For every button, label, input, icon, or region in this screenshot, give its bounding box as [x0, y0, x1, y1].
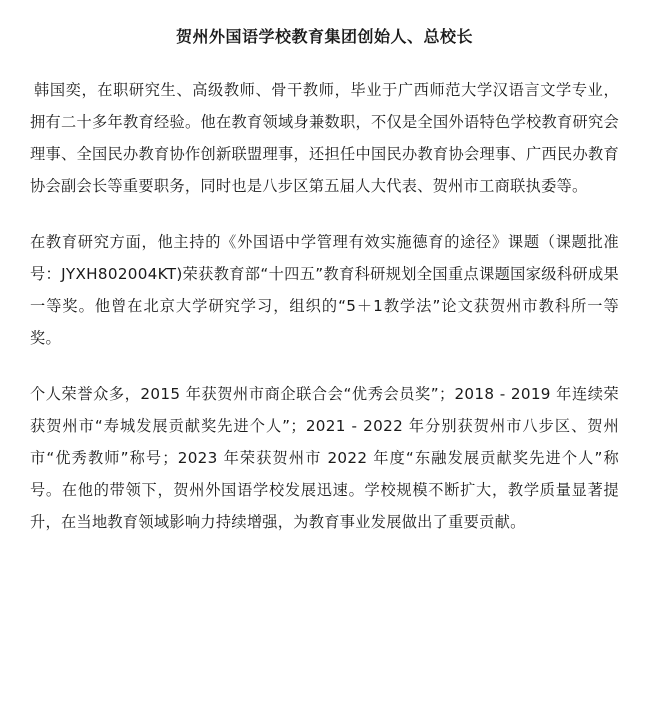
paragraph-honors: 个人荣誉众多，2015 年获贺州市商企联合会“优秀会员奖”；2018 - 2019 年连续荣获贺州市“寿城发展贡献奖先进个人”；2021 - 2022 年分别获贺州市八步区、贺州市“优秀教师”称号；2023 年荣获贺州市 2022 年度“东融发展贡献奖先进个人”称号。在他的带领下，贺州外国语学校发展迅速。学校规模不断扩大，教学质量显著提升，在当地教育领域影响力持续增强，为教育事业发展做出了重要贡献。	[30, 385, 619, 531]
paragraph-research: 在教育研究方面，他主持的《外国语中学管理有效实施德育的途径》课题（课题批准号：JYXH802004KT)荣获教育部“十四五”教育科研规划全国重点课题国家级科研成果一等奖。他曾在北京大学研究学习，组织的“5＋1教学法”论文获贺州市教科所一等奖。	[30, 233, 619, 347]
paragraph-biography: 韩国奕，在职研究生、高级教师、骨干教师，毕业于广西师范大学汉语言文学专业，拥有二十多年教育经验。他在教育领域身兼数职，不仅是全国外语特色学校教育研究会理事、全国民办教育协作创新联盟理事，还担任中国民办教育协会理事、广西民办教育协会副会长等重要职务，同时也是八步区第五届人大代表、贺州市工商联执委等。	[30, 81, 619, 195]
document-title: 贺州外国语学校教育集团创始人、总校长	[175, 27, 473, 46]
